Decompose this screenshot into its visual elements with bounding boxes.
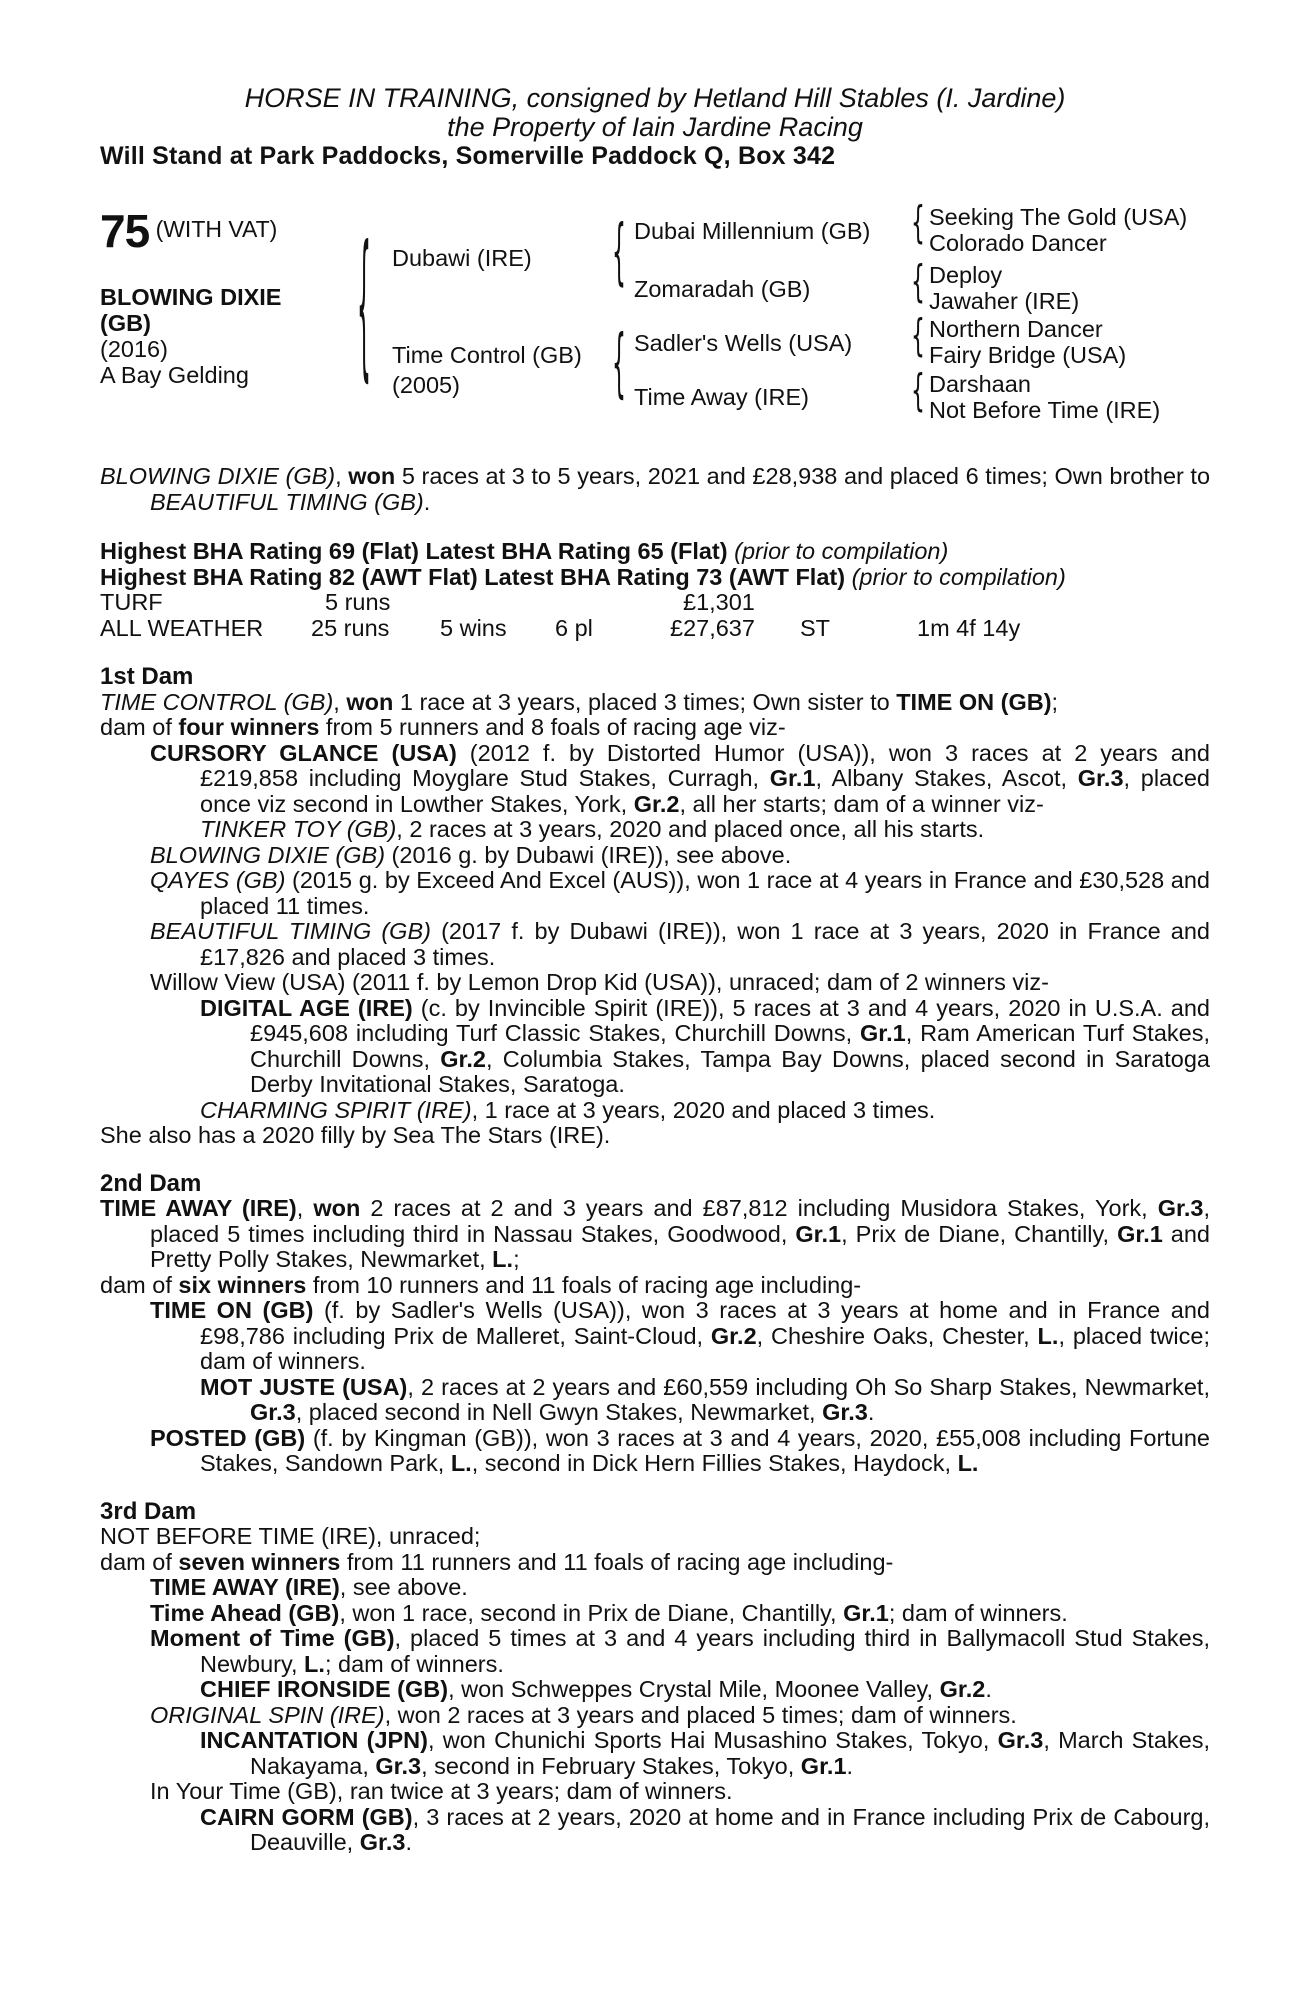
first-dam-line: TIME CONTROL (GB), won 1 race at 3 years, placed 3 times; Own sister to TIME ON (GB); (100, 688, 1059, 715)
produce-in-your-time: In Your Time (GB), ran twice at 3 years; dam of winners. (150, 1778, 733, 1804)
brace-sire-parents: { (612, 213, 626, 296)
catalogue-header (100, 84, 1210, 170)
brace-sire-dam: { (357, 221, 371, 402)
produce-cursory-glance: CURSORY GLANCE (USA) (2012 f. by Distorted Humor (USA)), won 3 races at 2 years and £219,858 including Moyglare Stud Stakes, Curragh, Gr.1, Albany Stakes, Ascot, Gr.3, placed once viz second in Lowther Stakes, York, Gr.2, all her starts; dam of a winner viz- (150, 739, 1210, 817)
horse-name: BLOWING DIXIE (100, 284, 282, 310)
third-dam-line: NOT BEFORE TIME (IRE), unraced; (100, 1523, 481, 1549)
ped-sd: Zomaradah (GB) (634, 276, 811, 302)
produce-blowing-dixie: BLOWING DIXIE (GB) (2016 g. by Dubawi (IRE)), see above. (150, 841, 792, 868)
produce-charming-spirit: CHARMING SPIRIT (IRE), 1 race at 3 years, 2020 and placed 3 times. (200, 1096, 936, 1123)
brace-sd: { (911, 258, 925, 308)
second-dam-line: TIME AWAY (IRE), won 2 races at 2 and 3 years and £87,812 including Musidora Stakes, York, Gr.3, placed 5 times including third in Nassau Stakes, Goodwood, Gr.1, Prix de Diane, Chantilly, Gr.1 and Pretty Polly Stakes, Newmarket, L.; (100, 1195, 1210, 1272)
ped-ssd: Colorado Dancer (929, 230, 1107, 256)
rating-awt: Highest BHA Rating 82 (AWT Flat) Latest BHA Rating 73 (AWT Flat) (prior to compilation) (100, 563, 1066, 590)
horse-country: (GB) (100, 310, 151, 336)
produce-chief-ironside: CHIEF IRONSIDE (GB), won Schweppes Crystal Mile, Moonee Valley, Gr.2. (200, 1676, 992, 1702)
ped-sire: Dubawi (IRE) (392, 245, 532, 271)
lot-number: 75 (100, 205, 150, 257)
property-line: the Property of Iain Jardine Racing (447, 112, 863, 142)
produce-digital-age: DIGITAL AGE (IRE) (c. by Invincible Spirit (IRE)), 5 races at 3 and 4 years, 2020 in U.S.A. and £945,608 including Turf Classic Stakes, Churchill Downs, Gr.1, Ram American Turf Stakes, Churchill Downs, Gr.2, Columbia Stakes, Tampa Bay Downs, placed second in Saratoga Derby Invitational Stakes, Saratoga. (200, 994, 1210, 1097)
brace-dam-parents: { (612, 323, 626, 409)
ped-dam-year: (2005) (392, 372, 460, 398)
lot-number-line (100, 204, 340, 258)
produce-qayes: QAYES (GB) (2015 g. by Exceed And Excel (AUS)), won 1 race at 4 years in France and £30,528 and placed 11 times. (150, 867, 1210, 919)
third-dam-produce: dam of seven winners from 11 runners and 11 foals of racing age including- (100, 1548, 894, 1575)
race-summary: BLOWING DIXIE (GB), won 5 races at 3 to 5 years, 2021 and £28,938 and placed 6 times; Own brother to BEAUTIFUL TIMING (GB). (100, 463, 1211, 515)
rating-flat: Highest BHA Rating 69 (Flat) Latest BHA Rating 65 (Flat) (prior to compilation) (100, 538, 949, 564)
produce-willow-view: Willow View (USA) (2011 f. by Lemon Drop Kid (USA)), unraced; dam of 2 winners viz- (150, 969, 1049, 995)
lot-block (100, 204, 340, 388)
produce-time-ahead: Time Ahead (GB), won 1 race, second in Prix de Diane, Chantilly, Gr.1; dam of winners. (150, 1599, 1068, 1626)
second-dam-heading: 2nd Dam (100, 1169, 202, 1197)
ped-dsd: Fairy Bridge (USA) (929, 342, 1127, 368)
catalogue-body (100, 464, 1210, 1856)
ped-sds: Deploy (929, 262, 1003, 288)
horse-description: A Bay Gelding (100, 362, 249, 388)
ped-sss: Seeking The Gold (USA) (929, 204, 1188, 230)
ped-dd: Time Away (IRE) (634, 384, 809, 410)
stand-location: Will Stand at Park Paddocks, Somerville Paddock Q, Box 342 (100, 142, 836, 170)
produce-moment-of-time: Moment of Time (GB), placed 5 times at 3 and 4 years including third in Ballymacoll Stud Stakes, Newbury, L.; dam of winners. (150, 1625, 1210, 1677)
brace-ds: { (911, 312, 925, 362)
ped-ddd: Not Before Time (IRE) (929, 397, 1161, 423)
brace-dd: { (911, 367, 925, 417)
ped-dds: Darshaan (929, 371, 1031, 397)
vat-label: (WITH VAT) (155, 216, 278, 243)
racing-record (100, 590, 1210, 642)
produce-cairn-gorm: CAIRN GORM (GB), 3 races at 2 years, 2020 at home and in France including Prix de Cabourg, Deauville, Gr.3. (200, 1803, 1210, 1855)
produce-mot-juste: MOT JUSTE (USA), 2 races at 2 years and £60,559 including Oh So Sharp Stakes, Newmarket, Gr.3, placed second in Nell Gwyn Stakes, Newmarket, Gr.3. (200, 1373, 1210, 1425)
consignor-line: HORSE IN TRAINING, consigned by Hetland Hill Stables (I. Jardine) (244, 83, 1066, 113)
produce-incantation: INCANTATION (JPN), won Chunichi Sports Hai Musashino Stakes, Tokyo, Gr.3, March Stakes, Nakayama, Gr.3, second in February Stakes, Tokyo, Gr.1. (200, 1727, 1210, 1779)
ped-sdd: Jawaher (IRE) (929, 288, 1080, 314)
third-dam-heading: 3rd Dam (100, 1497, 197, 1525)
record-all-weather: ALL WEATHER 25 runs 5 wins 6 pl £27,637 ST 1m 4f 14y (100, 615, 1021, 641)
first-dam-produce: dam of four winners from 5 runners and 8 foals of racing age viz- (100, 714, 786, 740)
produce-original-spin: ORIGINAL SPIN (IRE), won 2 races at 3 years and placed 5 times; dam of winners. (150, 1701, 1017, 1728)
produce-tinker-toy: TINKER TOY (GB), 2 races at 3 years, 2020 and placed once, all his starts. (200, 816, 985, 842)
ped-ds: Sadler's Wells (USA) (634, 330, 853, 356)
ratings (100, 539, 1210, 590)
produce-time-away: TIME AWAY (IRE), see above. (150, 1574, 468, 1600)
record-turf: TURF 5 runs £1,301 (100, 589, 755, 615)
produce-posted: POSTED (GB) (f. by Kingman (GB)), won 3 races at 3 and 4 years, 2020, £55,008 including Fortune Stakes, Sandown Park, L., second in Dick Hern Fillies Stakes, Haydock, L. (150, 1424, 1211, 1476)
brace-ss: { (911, 199, 925, 249)
produce-time-on: TIME ON (GB) (f. by Sadler's Wells (USA)), won 3 races at 3 years at home and in France and £98,786 including Prix de Malleret, Saint-Cloud, Gr.2, Cheshire Oaks, Chester, L., placed twice; dam of winners. (150, 1297, 1211, 1374)
produce-beautiful-timing: BEAUTIFUL TIMING (GB) (2017 f. by Dubawi (IRE)), won 1 race at 3 years, 2020 in France and £17,826 and placed 3 times. (150, 918, 1210, 970)
second-dam-produce: dam of six winners from 10 runners and 11 foals of racing age including- (100, 1271, 862, 1298)
ped-ss: Dubai Millennium (GB) (634, 218, 871, 244)
ped-dam: Time Control (GB) (392, 342, 582, 368)
first-dam-also: She also has a 2020 filly by Sea The Stars (IRE). (100, 1122, 611, 1148)
foaling-year: (2016) (100, 336, 168, 362)
first-dam-heading: 1st Dam (100, 663, 194, 690)
ped-dss: Northern Dancer (929, 316, 1103, 342)
